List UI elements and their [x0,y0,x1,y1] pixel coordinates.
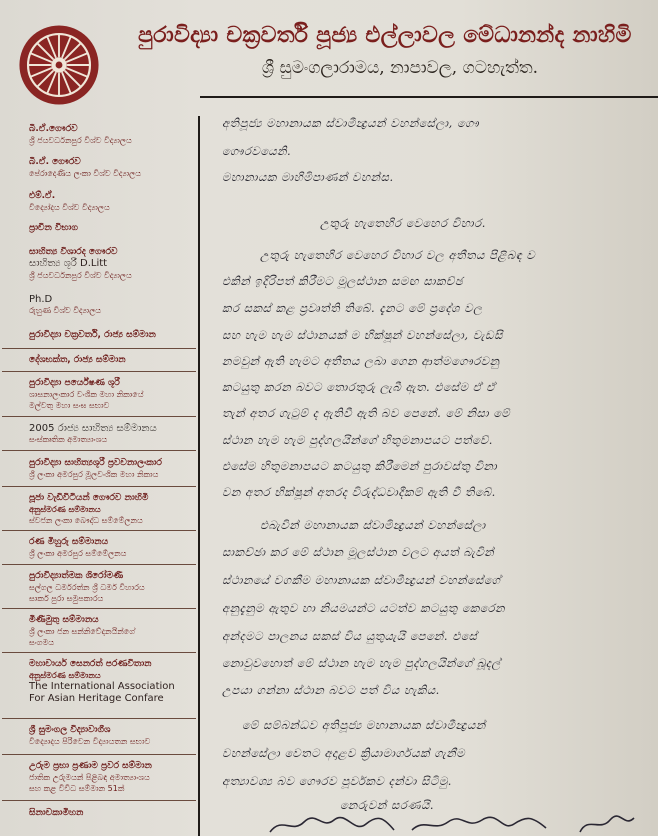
sidebar-entry-title: පුරාවිද්‍යා පර්යේෂණ ශූරී [29,378,120,388]
sidebar-entry-title: මිණිමුතු සම්මානය [29,615,99,625]
letter-line: නෙරුවන් සරණයි. [340,798,435,812]
sidebar-entry [29,493,197,526]
sidebar-entry-line: සංස්කෘතික අමාත්‍යාංශය [29,435,108,444]
sidebar-entry-line: සාර්ක පුරා සමුපකාරය [29,594,104,603]
sidebar-entry [29,423,197,445]
sidebar-divider [2,486,196,487]
letter-line: වන අතර භික්ෂූන් අතරද විරුද්ධවාදීකම් ඇති වී තිබේ. [222,485,496,499]
letter-line: ස්ථාන හැම හැම පුද්ගලයින්ගේ හිතුමනාපයට පත්වේ. [222,433,494,447]
sidebar-entry-line: ශ්‍රී ලංකා අමරපුර සම්මේලනය [29,549,127,558]
letter-line: වහන්සේලා වෙතට අදාළව ක්‍රියාමාර්ගයක් ගැනීම [222,746,466,760]
sidebar-entry-line: මල්වතු මහා සංඝ සභාව [29,401,110,410]
sidebar-entry-line: සහ කළ විවිධ සම්මාන 51ක් [29,784,125,793]
letter-line: මහානායක මාහිමිපාණන් වහන්ස. [222,170,394,184]
sidebar-divider [2,718,196,719]
sidebar-entry [29,330,197,341]
sidebar-entry [29,355,197,366]
letter-line: සහ හැම හැම ස්ථානයක් ම භික්ෂූන් වහන්සේලා, වැඩසි [222,328,503,342]
sidebar-entry-line: සාහිත්‍ය ශූරී D.Litt [29,258,108,269]
sidebar-entry [29,191,197,213]
sidebar-divider [2,608,196,609]
sidebar-entry-title: පුරාවිද්‍යාත්මක ශිරෝමණි [29,571,124,581]
sidebar-entry [29,458,197,480]
sidebar-entry-line: අනුස්මරණ සම්මානය [29,671,101,680]
sidebar-entry-line: රුහුණ විශ්ව විද්‍යාලය [29,306,102,315]
sidebar-entry-title: පුරාවිද්‍යා චක්‍රවර්ති, රාජ්‍ය සම්මාන [29,330,156,340]
sidebar-divider [2,450,196,451]
sidebar-entry [29,157,197,179]
sidebar-entry [29,124,197,146]
sidebar-divider [2,652,196,653]
sidebar-entry-title: පූජා වැඩිවිටියන් ගෞරව නාහිමි [29,493,149,503]
letter-line: උතුරු හැතෙහිර වෙහෙර විහාර. [320,216,486,230]
sidebar-entry-line: ශ්‍රී ජයවර්ධනපුර විශ්ව විද්‍යාලය [29,136,132,145]
sidebar-entry [29,294,197,316]
letterhead-title: පුරාවිද්‍යා චක්‍රවර්ති පූජ්‍ය එල්ලාවල මේධානන්ද නාහිමි [138,22,632,48]
sidebar-entry-line: සල්ගල ධර්මරත්න ශ්‍රී ධර්ම විහාරය [29,583,145,592]
sidebar-entry-title: බී.ඒ. ගෞරව [29,157,81,167]
honours-sidebar [0,116,200,836]
sidebar-entry-line: For Asian Heritage Confare [29,693,164,704]
sidebar-entry [29,223,197,234]
sidebar-entry-title: ශ්‍රී සුමංගල විද්‍යාවාගීශ [29,725,111,735]
letter-line: තැන් අතර ගැටුම් ද ඇතිවී ඇති බව පෙනේ. මේ නිසා මේ [222,406,511,420]
sidebar-entry [29,247,197,281]
sidebar-entry [29,659,197,705]
sidebar-entry-line: ශ්‍රී ජයවර්ධනපුර විශ්ව විද්‍යාලය [29,271,132,280]
sidebar-entry [29,537,197,559]
sidebar-divider [2,416,196,417]
sidebar-entry-title: Ph.D [29,294,53,305]
letter-line: උපයා ගන්නා ස්ථාන බවට පත් විය හැකිය. [222,683,440,697]
letter-line: මේ සම්බන්ධව අතිපූජ්‍ය මහානායක ස්වාමීන්‍ද්‍රයන් [242,718,486,732]
sidebar-entry-title: රණ මිහුරු සම්මානය [29,537,109,547]
sidebar-entry [29,725,197,747]
letter-line: අන්දමට පාලනය සකස් විය යුතුයැයි පෙනේ. එසේ [222,629,478,643]
letterhead-address: ශ්‍රී සුමංගලාරාමය, නාපාවල, ගටහැත්ත. [261,58,539,78]
sidebar-divider [2,530,196,531]
sidebar-entry-line: පේරාදෙණිය ලංකා විශ්ව විද්‍යාලය [29,169,141,178]
sidebar-entry-title: සාහිත්‍ය විශාරද ගෞරව [29,247,118,257]
letter-line: ස්ථානයේ වගකීම මහානායක ස්වාමීන්‍ද්‍රයන් වහන්සේගේ [222,573,501,587]
sidebar-entry-line: විද්‍යොදය පිරිවෙන විද්‍යායතන සභාව [29,737,151,746]
sidebar-entry-line: ස්වජන ලංකා බෞද්ධ සම්මේලනය [29,516,143,525]
signature-scribble [262,812,642,836]
sidebar-entry-line: The International Association [29,681,175,692]
sidebar-entry [29,808,197,819]
letter-body [200,96,658,836]
sidebar-entry [29,761,197,794]
sidebar-entry-line: විද්‍යෝදය විශ්ව විද්‍යාලය [29,203,110,212]
letter-line: ගෞරවයෙනි. [222,144,292,158]
sidebar-divider [2,348,196,349]
sidebar-entry [29,571,197,604]
letter-line: උතුරු හැතෙහිර වෙහෙර විහාර වල අතීතය පිළිබඳ ව [260,248,536,262]
letter-line: අනුදැනුම ඇතුව හා නියමයන්ට යටත්ව කටයුතු කෙරෙන [222,601,506,615]
dharma-wheel-icon [16,22,102,108]
sidebar-entry-title: ප්‍රාචීන විභාග [29,223,78,233]
sidebar-entry-title: පුරාවිද්‍යා සාහිත්‍යශූරී ප්‍රවචනාලංකාර [29,458,162,468]
sidebar-divider [2,800,196,801]
letter-line: එසේම හිතුමනාපයට කටයුතු කිරීමෙන් පුරාවස්තු විනා [222,459,498,473]
letter-line: අතිපූජ්‍ය මහානායක ස්වාමීන්‍ද්‍රයන් වහන්සේලා, ගෞ [222,116,480,130]
sidebar-entry-line: සංගමය [29,638,55,647]
sidebar-divider [2,754,196,755]
sidebar-divider [2,371,196,372]
sidebar-divider [2,564,196,565]
sidebar-entry-line: ශ්‍රී ලංකා අමරපුර මූලවංශික මහා නිකාය [29,470,159,479]
letter-line: කටයුතු කරන බවට තොරතුරු ලැබී ඇත. එසේම ඒ ඒ [222,380,496,394]
sidebar-entry-title: උරුම ප්‍රභා ප්‍රණාම ප්‍රවර සම්මාන [29,761,152,771]
sidebar-entry-line: අනුස්මරණ සම්මානය [29,505,101,514]
sidebar-entry-line: ශ්‍රී ලංකා ජන සන්නිවේදනයින්ගේ [29,627,135,636]
sidebar-entry-title: මහාචාර්ය සෙනරත් පරණවිතාන [29,659,152,669]
sidebar-entry-title: බී.ඒ.ගෞරව [29,124,78,134]
sidebar-entry-line: ජාතික උරුමයන් පිළිබඳ අමාත්‍යාංශය [29,773,150,782]
letter-line: එකින් ඉදිරිපත් කිරීමට මූලස්ථාන සමඟ සාකච්ඡ [222,274,464,288]
letter-line: කර සකස් කළ ප්‍රවෘත්ති තිබේ. දැනට මේ ප්‍රදේශ වල [222,301,483,315]
letter-line: සාකච්ඡා කර මේ ස්ථාන මූලස්ථාන වලට අයත් බැවින් [222,545,495,559]
letter-line: නමවුන් ඇති හැමට අතීතය ලබා ගෙන ආත්මගෞරවනු [222,354,500,368]
sidebar-entry [29,378,197,411]
sidebar-entry-title: එම්.ඒ. [29,191,56,201]
letter-line: එබැවින් මහානායක ස්වාමින්‍ද්‍රයන් වහන්සේලා [260,518,486,532]
letter-line: නොවුවහොත් මේ ස්ථාන හැම හැම පුද්ගලයින්ගේ බූදල් [222,656,501,670]
sidebar-entry-title: 2005 රාජ්‍ය සාහිත්‍ය සම්මානය [29,423,157,434]
sidebar-entry-line: ශාසනාලංකාර වංශික මහා නිකායේ [29,390,144,399]
letter-line: අත්‍යාවශ්‍ය බව ගෞරව පූර්වකව දන්වා සිටිමු. [222,774,453,788]
sidebar-entry-title: සිනාචකාමිහන [29,808,84,818]
sidebar-entry [29,615,197,648]
sidebar-entry-title: දේශභක්ත, රාජ්‍ය සම්මාන [29,355,126,365]
